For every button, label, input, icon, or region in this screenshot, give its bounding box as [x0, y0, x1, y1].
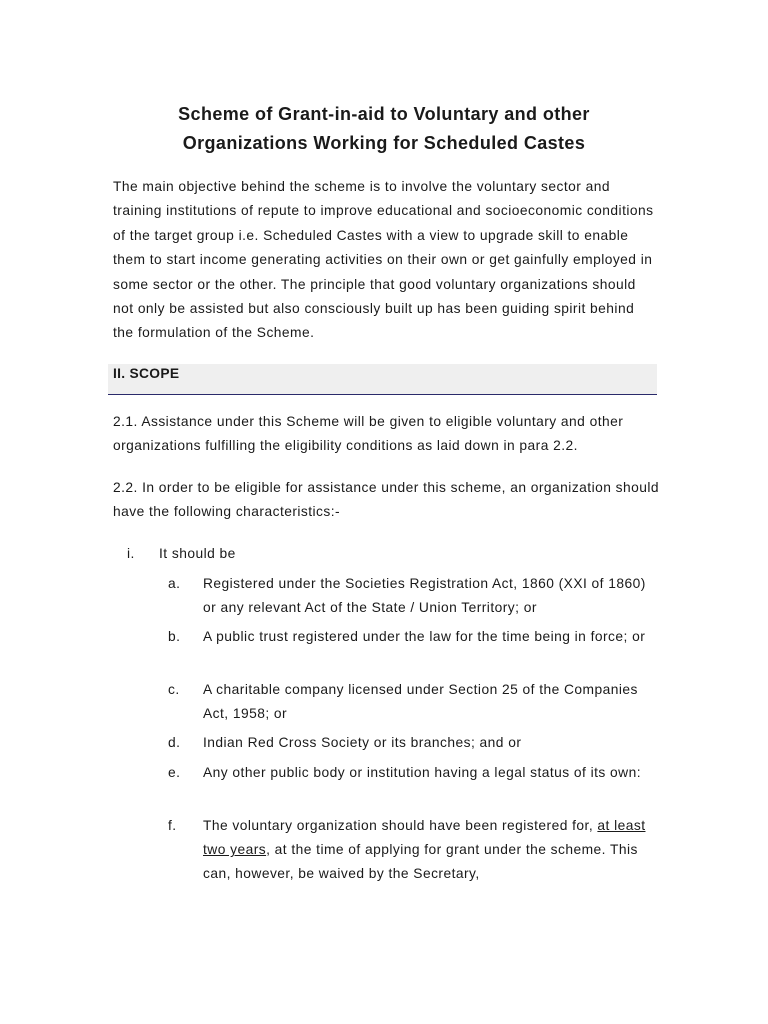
roman-numeral: i. — [127, 546, 135, 561]
list-item-text-end: , at the time of applying for grant under the scheme. This can, however, be waived by the Secretary, — [203, 842, 638, 882]
paragraph-2-1: 2.1. Assistance under this Scheme will be given to eligible voluntary and other organizations fulfilling the eligibility conditions as laid down in para 2.2. — [113, 414, 624, 454]
list-item-letter: d. — [168, 735, 181, 750]
list-item-text-start: The voluntary organization should have been registered for, — [203, 818, 598, 833]
list-item-letter: f. — [168, 818, 177, 833]
list-item-letter: c. — [168, 682, 180, 697]
document-title — [113, 100, 655, 158]
list-item-text: A public trust registered under the law for the time being in force; or — [203, 629, 646, 644]
roman-item-text: It should be — [159, 546, 236, 561]
list-item-text: Indian Red Cross Society or its branches; and or — [203, 735, 522, 750]
list-item-letter: b. — [168, 629, 181, 644]
list-item-text: A charitable company licensed under Section 25 of the Companies Act, 1958; or — [203, 682, 638, 722]
list-item-text — [203, 814, 648, 887]
section-heading-bar — [108, 364, 657, 395]
list-item-text: Registered under the Societies Registration Act, 1860 (XXI of 1860) or any relevant Act of the State / Union Territory; or — [203, 576, 646, 616]
paragraph-2-2: 2.2. In order to be eligible for assistance under this scheme, an organization should have the following characteristics:- — [113, 480, 659, 520]
intro-paragraph: The main objective behind the scheme is to involve the voluntary sector and training institutions of repute to improve educational and socioeconomic conditions of the target group i.e. Scheduled Castes with a view to upgrade skill to enable them to start income generating activities on their own or get gainfully employed in some sector or the other. The principle that good voluntary organizations should not only be assisted but also consciously built up has been guiding spirit behind the formulation of the Scheme. — [113, 179, 654, 341]
title-line-2: Organizations Working for Scheduled Castes — [182, 133, 586, 153]
title-line-1: Scheme of Grant-in-aid to Voluntary and other — [178, 104, 590, 124]
underlined-phrase: at least two years — [203, 818, 646, 858]
list-item-letter: e. — [168, 765, 181, 780]
list-item-letter: a. — [168, 576, 181, 591]
list-item-text: Any other public body or institution having a legal status of its own: — [203, 765, 641, 780]
roman-list-item — [127, 542, 236, 566]
section-heading: II. SCOPE — [113, 366, 180, 381]
